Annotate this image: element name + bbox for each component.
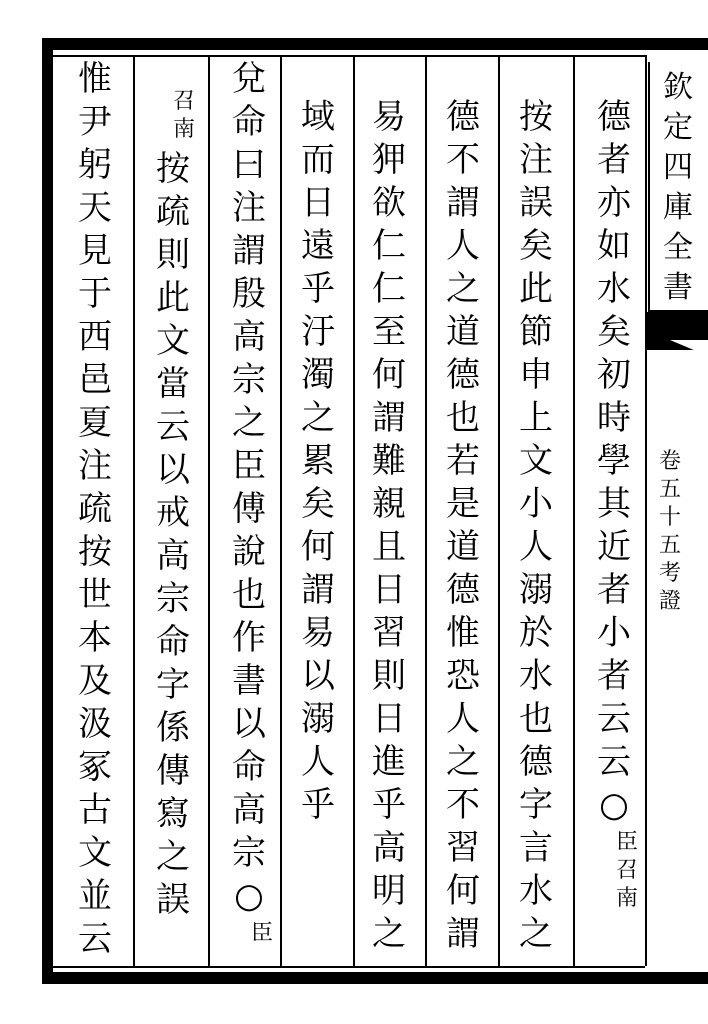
text-char: 節 <box>519 312 553 352</box>
text-char: 兌 <box>232 59 266 99</box>
text-char: 也 <box>519 699 553 739</box>
text-char: 言 <box>519 828 553 868</box>
text-char: 之 <box>446 269 480 309</box>
text-char: 明 <box>372 871 406 911</box>
text-char: ○ <box>234 876 264 916</box>
text-column-5 <box>296 96 340 827</box>
text-char: 于 <box>78 274 112 314</box>
margin-rule <box>645 55 647 966</box>
fishtail-notch <box>670 340 708 356</box>
text-char: 域 <box>301 97 335 137</box>
text-char: 何 <box>301 527 335 567</box>
text-char: 亦 <box>597 183 631 223</box>
text-char: 曰 <box>232 145 266 185</box>
text-char: 矣 <box>597 312 631 352</box>
text-char: 按 <box>519 97 553 137</box>
chapter-label <box>657 448 683 616</box>
text-char: 注 <box>232 188 266 228</box>
text-char: 德 <box>446 570 480 610</box>
text-char: 不 <box>446 140 480 180</box>
text-char: 難 <box>372 441 406 481</box>
text-char: 日 <box>372 570 406 610</box>
text-char: 是 <box>446 484 480 524</box>
text-char: 夏 <box>78 403 112 443</box>
text-char: 寫 <box>156 794 190 834</box>
text-char: 小 <box>519 484 553 524</box>
text-char: 乎 <box>301 269 335 309</box>
text-char: 之 <box>232 403 266 443</box>
text-char: 則 <box>156 235 190 275</box>
text-column-6 <box>223 58 275 948</box>
text-char: 日 <box>372 699 406 739</box>
text-char: 高 <box>232 790 266 830</box>
text-char: 西 <box>78 317 112 357</box>
text-char: ○ <box>599 785 629 825</box>
column-rule <box>280 55 282 968</box>
text-column-1 <box>588 96 640 913</box>
text-char: 文 <box>519 441 553 481</box>
text-char: 按 <box>156 149 190 189</box>
text-char: 字 <box>156 665 190 705</box>
title-char: 定 <box>663 110 693 145</box>
chapter-char: 十 <box>658 505 681 530</box>
text-char: 冢 <box>78 747 112 787</box>
text-char: 之 <box>446 742 480 782</box>
text-char: 溺 <box>301 699 335 739</box>
text-char: 此 <box>156 278 190 318</box>
text-char: 按 <box>78 532 112 572</box>
note-char: 召 <box>172 89 195 114</box>
text-char: 者 <box>597 570 631 610</box>
text-char: 命 <box>232 102 266 142</box>
title-char: 四 <box>663 150 693 185</box>
text-char: 親 <box>372 484 406 524</box>
text-char: 於 <box>519 613 553 653</box>
chapter-char: 五 <box>658 533 681 558</box>
text-char: 近 <box>597 527 631 567</box>
text-char: 小 <box>597 613 631 653</box>
column-rule <box>498 55 500 968</box>
text-char: 易 <box>301 613 335 653</box>
text-char: 謂 <box>232 231 266 271</box>
text-char: 疏 <box>78 489 112 529</box>
book-title <box>658 68 698 308</box>
text-char: 宗 <box>232 833 266 873</box>
text-char: 水 <box>597 269 631 309</box>
text-char: 汙 <box>301 312 335 352</box>
column-rule <box>425 55 427 968</box>
text-char: 誤 <box>519 183 553 223</box>
text-char: 乎 <box>372 785 406 825</box>
chapter-char: 五 <box>658 477 681 502</box>
text-char: 謂 <box>372 398 406 438</box>
text-char: 世 <box>78 575 112 615</box>
text-char: 濁 <box>301 355 335 395</box>
text-char: 欲 <box>372 183 406 223</box>
text-char: 人 <box>519 527 553 567</box>
text-char: 何 <box>372 355 406 395</box>
text-char: 高 <box>232 317 266 357</box>
text-char: 則 <box>372 656 406 696</box>
text-char: 初 <box>597 355 631 395</box>
text-char: 殷 <box>232 274 266 314</box>
book-title-box <box>648 62 708 312</box>
text-char: 遠 <box>301 226 335 266</box>
text-char: 臣 <box>232 446 266 486</box>
text-char: 狎 <box>372 140 406 180</box>
text-char: 若 <box>446 441 480 481</box>
text-char: 水 <box>519 871 553 911</box>
text-char: 乎 <box>301 785 335 825</box>
text-column-7 <box>149 89 197 922</box>
text-char: 不 <box>446 785 480 825</box>
text-char: 之 <box>156 837 190 877</box>
text-char: 時 <box>597 398 631 438</box>
text-char: 命 <box>156 622 190 662</box>
text-char: 云 <box>156 407 190 447</box>
text-char: 也 <box>446 398 480 438</box>
text-char: 之 <box>519 914 553 954</box>
text-char: 者 <box>597 656 631 696</box>
frame-left-border <box>42 38 53 984</box>
text-char: 仁 <box>372 269 406 309</box>
text-char: 至 <box>372 312 406 352</box>
text-char: 累 <box>301 441 335 481</box>
frame-inner-bottom-rule <box>53 966 645 968</box>
text-char: 道 <box>446 312 480 352</box>
column-rule <box>133 55 135 968</box>
text-char: 謂 <box>301 570 335 610</box>
text-char: 見 <box>78 231 112 271</box>
text-char: 注 <box>78 446 112 486</box>
text-char: 本 <box>78 618 112 658</box>
frame-top-border <box>42 38 708 50</box>
text-char: 文 <box>78 833 112 873</box>
text-column-4 <box>367 96 411 956</box>
text-char: 云 <box>78 919 112 959</box>
note-char: 召 <box>615 858 638 883</box>
text-char: 道 <box>446 527 480 567</box>
chapter-char: 證 <box>658 589 681 614</box>
text-char: 並 <box>78 876 112 916</box>
text-column-8 <box>73 58 117 961</box>
column-note <box>249 920 275 948</box>
text-char: 謂 <box>446 183 480 223</box>
text-char: 疏 <box>156 192 190 232</box>
text-char: 德 <box>597 97 631 137</box>
text-char: 習 <box>446 828 480 868</box>
note-char: 南 <box>615 886 638 911</box>
text-column-2 <box>514 96 558 956</box>
text-char: 矣 <box>301 484 335 524</box>
text-char: 之 <box>372 914 406 954</box>
text-char: 作 <box>232 618 266 658</box>
text-char: 文 <box>156 321 190 361</box>
title-char: 庫 <box>663 190 693 225</box>
text-char: 以 <box>156 450 190 490</box>
text-char: 者 <box>597 140 631 180</box>
text-char: 惟 <box>446 613 480 653</box>
text-char: 古 <box>78 790 112 830</box>
text-column-3 <box>441 96 485 956</box>
text-char: 說 <box>232 532 266 572</box>
text-char: 天 <box>78 188 112 228</box>
text-char: 戒 <box>156 493 190 533</box>
text-char: 高 <box>156 536 190 576</box>
text-char: 邑 <box>78 360 112 400</box>
text-char: 矣 <box>519 226 553 266</box>
text-char: 謂 <box>446 914 480 954</box>
text-char: 係 <box>156 708 190 748</box>
text-char: 傅 <box>232 489 266 529</box>
text-char: 易 <box>372 97 406 137</box>
text-char: 溺 <box>519 570 553 610</box>
title-char: 全 <box>663 230 693 265</box>
text-char: 惟 <box>78 59 112 99</box>
text-char: 而 <box>301 140 335 180</box>
text-char: 傳 <box>156 751 190 791</box>
text-char: 水 <box>519 656 553 696</box>
text-char: 書 <box>232 661 266 701</box>
text-char: 字 <box>519 785 553 825</box>
text-char: 注 <box>519 140 553 180</box>
text-char: 宗 <box>232 360 266 400</box>
text-char: 及 <box>78 661 112 701</box>
text-char: 尹 <box>78 102 112 142</box>
text-char: 宗 <box>156 579 190 619</box>
text-char: 申 <box>519 355 553 395</box>
text-char: 習 <box>372 613 406 653</box>
text-char: 如 <box>597 226 631 266</box>
text-char: 人 <box>301 742 335 782</box>
text-char: 當 <box>156 364 190 404</box>
column-head-note <box>171 88 197 144</box>
title-char: 書 <box>663 270 693 305</box>
text-char: 進 <box>372 742 406 782</box>
text-char: 以 <box>301 656 335 696</box>
note-char: 臣 <box>615 830 638 855</box>
text-char: 汲 <box>78 704 112 744</box>
text-char: 也 <box>232 575 266 615</box>
text-char: 且 <box>372 527 406 567</box>
text-char: 人 <box>446 699 480 739</box>
column-rule <box>208 55 210 968</box>
text-char: 云 <box>597 699 631 739</box>
text-char: 高 <box>372 828 406 868</box>
text-char: 人 <box>446 226 480 266</box>
text-char: 其 <box>597 484 631 524</box>
text-char: 躬 <box>78 145 112 185</box>
column-note <box>614 829 640 913</box>
chapter-char: 卷 <box>658 449 681 474</box>
column-rule <box>573 55 575 968</box>
text-char: 何 <box>446 871 480 911</box>
text-char: 命 <box>232 747 266 787</box>
frame-bottom-border <box>42 972 708 984</box>
text-char: 日 <box>301 183 335 223</box>
text-char: 仁 <box>372 226 406 266</box>
text-char: 之 <box>301 398 335 438</box>
note-char: 臣 <box>250 921 273 946</box>
text-char: 恐 <box>446 656 480 696</box>
title-char: 欽 <box>663 70 693 105</box>
note-char: 南 <box>172 117 195 142</box>
chapter-char: 考 <box>658 561 681 586</box>
text-char: 誤 <box>156 880 190 920</box>
frame-inner-top-rule <box>53 55 645 57</box>
text-char: 德 <box>446 97 480 137</box>
text-char: 上 <box>519 398 553 438</box>
column-rule <box>353 55 355 968</box>
text-char: 德 <box>519 742 553 782</box>
text-char: 此 <box>519 269 553 309</box>
text-char: 以 <box>232 704 266 744</box>
text-char: 德 <box>446 355 480 395</box>
text-char: 云 <box>597 742 631 782</box>
text-char: 學 <box>597 441 631 481</box>
